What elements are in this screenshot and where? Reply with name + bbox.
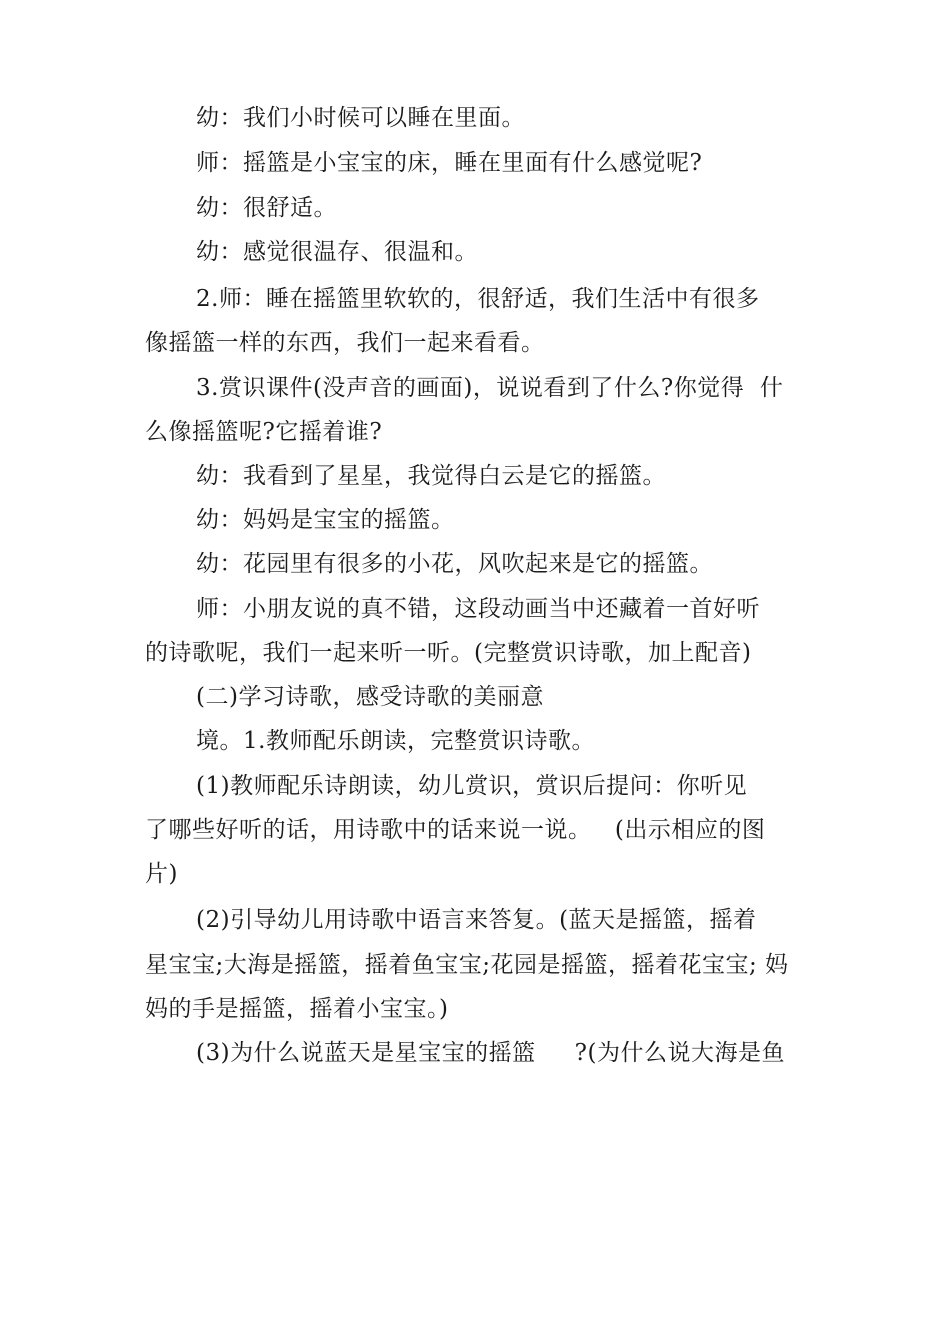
text-line: 星宝宝;大海是摇篮，摇着鱼宝宝;花园是摇篮，摇着花宝宝; 妈: [145, 952, 789, 978]
text-line: 境。1.教师配乐朗读，完整赏识诗歌。: [196, 728, 595, 754]
text-line: 的诗歌呢，我们一起来听一听。(完整赏识诗歌，加上配音): [145, 640, 752, 666]
text-line: 了哪些好听的话，用诗歌中的话来说一说。 (出示相应的图: [145, 817, 766, 843]
text-line: (1)教师配乐诗朗读，幼儿赏识，赏识后提问：你听见: [196, 773, 748, 799]
text-line: 师：小朋友说的真不错，这段动画当中还藏着一首好听: [196, 596, 760, 622]
text-line: 幼：我们小时候可以睡在里面。: [196, 105, 525, 131]
text-line: (2)引导幼儿用诗歌中语言来答复。(蓝天是摇篮，摇着: [196, 907, 757, 933]
text-line: 幼：妈妈是宝宝的摇篮。: [196, 507, 455, 533]
text-line: 幼：很舒适。: [196, 195, 337, 221]
text-line: 幼：感觉很温存、很温和。: [196, 239, 478, 265]
text-line: 幼：花园里有很多的小花，风吹起来是它的摇篮。: [196, 551, 713, 577]
text-line: 2.师：睡在摇篮里软软的，很舒适，我们生活中有很多: [196, 286, 760, 312]
text-line: (3)为什么说蓝天是星宝宝的摇篮 ?(为什么说大海是鱼: [196, 1040, 785, 1066]
text-line: 像摇篮一样的东西，我们一起来看看。: [145, 330, 545, 356]
text-line: 片): [145, 861, 178, 887]
text-line: 师：摇篮是小宝宝的床，睡在里面有什么感觉呢?: [196, 150, 703, 176]
text-line: 么像摇篮呢?它摇着谁?: [145, 419, 383, 445]
text-line: (二)学习诗歌，感受诗歌的美丽意: [196, 684, 544, 710]
text-line: 妈的手是摇篮，摇着小宝宝。): [145, 996, 449, 1022]
text-line: 幼：我看到了星星，我觉得白云是它的摇篮。: [196, 463, 666, 489]
text-line: 3.赏识课件(没声音的画面)，说说看到了什么?你觉得 什: [196, 375, 784, 401]
